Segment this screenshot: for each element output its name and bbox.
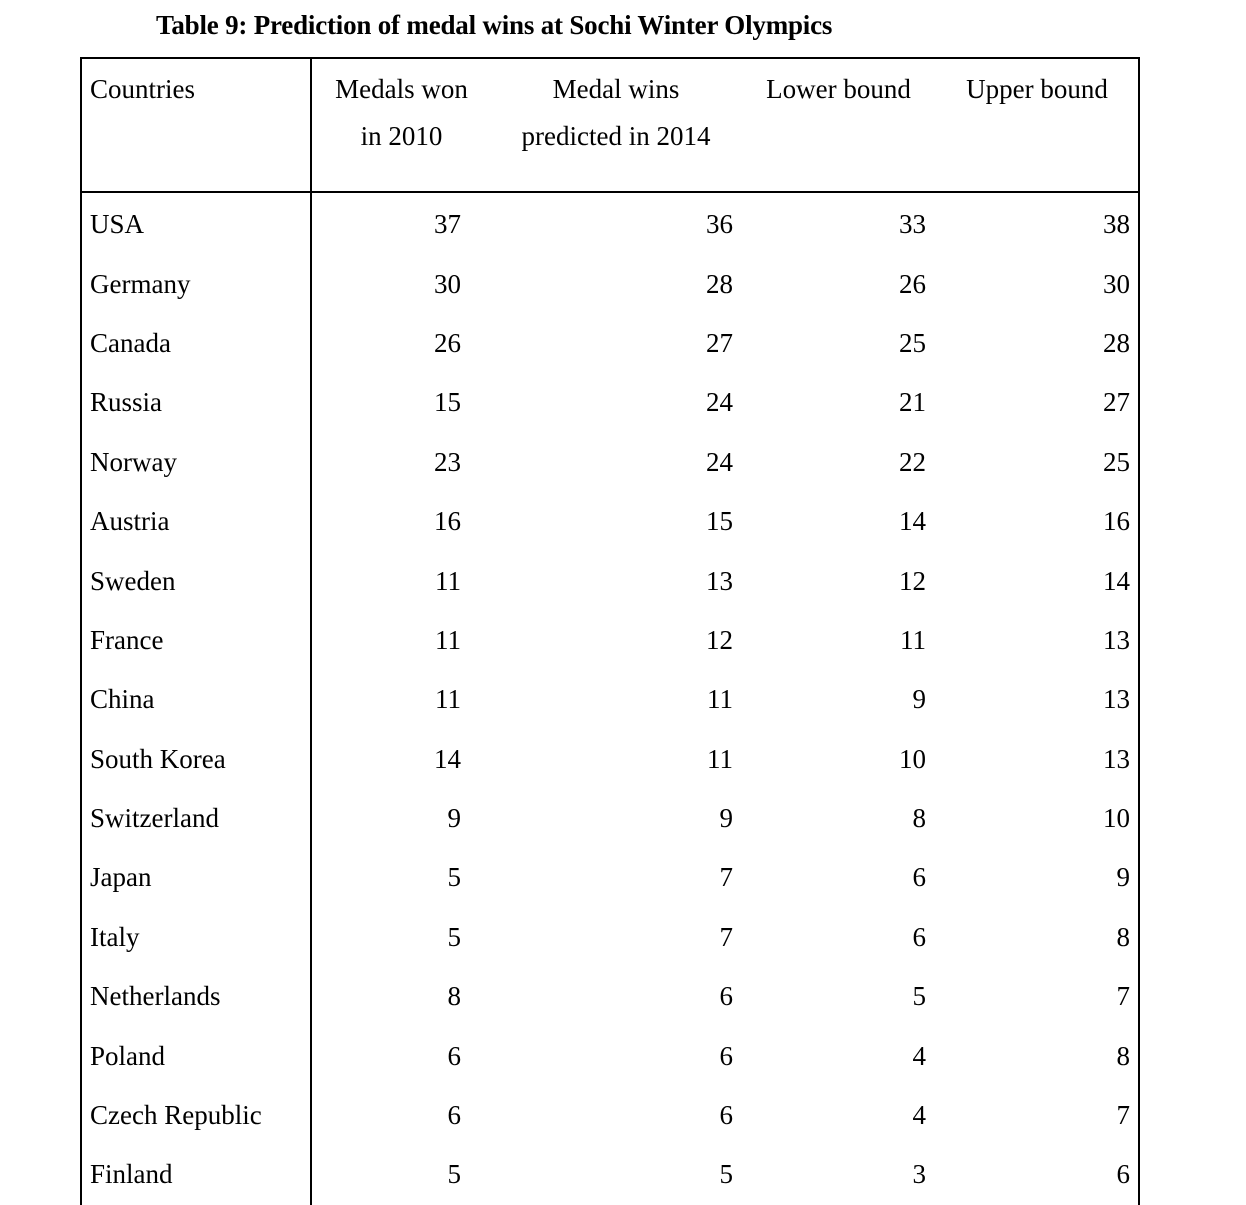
medals-won-2010-cell: 9	[447, 803, 461, 834]
header-lower-bound	[741, 58, 936, 192]
predicted-2014-cell: 6	[719, 981, 733, 1012]
table-row	[81, 730, 1139, 789]
header-row	[81, 58, 1139, 192]
table-row	[81, 670, 1139, 729]
table-body	[81, 192, 1139, 1205]
lower-bound-cell: 26	[899, 268, 926, 299]
header-medals-won-line2: in 2010	[360, 121, 443, 151]
header-countries-label: Countries	[90, 74, 195, 104]
table-row	[81, 967, 1139, 1026]
country-cell: Finland	[81, 1145, 311, 1204]
country-cell: Norway	[81, 433, 311, 492]
medals-won-2010-cell: 6	[447, 1100, 461, 1131]
medals-won-2010-cell: 5	[447, 921, 461, 952]
medals-won-2010-cell: 6	[447, 1040, 461, 1071]
medals-won-2010-cell: 26	[434, 327, 461, 358]
country-cell: Netherlands	[81, 967, 311, 1026]
medals-won-2010-cell: 11	[435, 684, 461, 715]
lower-bound-cell: 8	[912, 803, 926, 834]
upper-bound-cell: 14	[936, 551, 1139, 610]
table-row	[81, 492, 1139, 551]
predicted-2014-cell: 24	[706, 446, 733, 477]
predicted-2014-cell: 27	[706, 327, 733, 358]
country-cell: Czech Republic	[81, 1086, 311, 1145]
table-row	[81, 1145, 1139, 1204]
upper-bound-cell: 13	[936, 611, 1139, 670]
header-upper-bound	[936, 58, 1139, 192]
lower-bound-cell: 25	[899, 327, 926, 358]
country-cell: Italy	[81, 908, 311, 967]
predicted-2014-cell: 6	[719, 1040, 733, 1071]
header-predicted-2014	[491, 58, 741, 192]
medals-won-2010-cell: 5	[447, 862, 461, 893]
upper-bound-cell: 25	[936, 433, 1139, 492]
upper-bound-cell: 16	[936, 492, 1139, 551]
medals-won-2010-cell: 37	[434, 209, 461, 240]
predicted-2014-cell: 5	[719, 1159, 733, 1190]
table-caption: Table 9: Prediction of medal wins at Sochi Winter Olympics	[156, 10, 833, 40]
predicted-2014-cell: 15	[706, 506, 733, 537]
lower-bound-cell: 4	[912, 1100, 926, 1131]
predicted-2014-cell: 24	[706, 387, 733, 418]
table-row	[81, 789, 1139, 848]
lower-bound-cell: 6	[912, 862, 926, 893]
upper-bound-cell: 9	[936, 848, 1139, 907]
upper-bound-cell: 7	[936, 967, 1139, 1026]
table-header	[81, 58, 1139, 192]
table-row	[81, 192, 1139, 254]
lower-bound-cell: 9	[912, 684, 926, 715]
table-row	[81, 314, 1139, 373]
lower-bound-cell: 6	[912, 921, 926, 952]
upper-bound-cell: 10	[936, 789, 1139, 848]
country-cell: Japan	[81, 848, 311, 907]
lower-bound-cell: 11	[900, 624, 926, 655]
medal-prediction-table	[80, 57, 1140, 1205]
lower-bound-cell: 22	[899, 446, 926, 477]
header-lower-label: Lower bound	[766, 74, 911, 104]
medals-won-2010-cell: 16	[434, 506, 461, 537]
upper-bound-cell: 7	[936, 1086, 1139, 1145]
table-row	[81, 373, 1139, 432]
country-cell: Austria	[81, 492, 311, 551]
predicted-2014-cell: 36	[706, 209, 733, 240]
medals-won-2010-cell: 14	[434, 743, 461, 774]
lower-bound-cell: 3	[912, 1159, 926, 1190]
country-cell: Sweden	[81, 551, 311, 610]
country-cell: Canada	[81, 314, 311, 373]
country-cell: Germany	[81, 254, 311, 313]
lower-bound-cell: 4	[912, 1040, 926, 1071]
lower-bound-cell: 21	[899, 387, 926, 418]
medals-won-2010-cell: 11	[435, 565, 461, 596]
predicted-2014-cell: 28	[706, 268, 733, 299]
upper-bound-cell: 13	[936, 730, 1139, 789]
table-row	[81, 848, 1139, 907]
header-predicted-line1: Medal wins	[552, 74, 680, 104]
medals-won-2010-cell: 30	[434, 268, 461, 299]
predicted-2014-cell: 11	[707, 684, 733, 715]
header-countries	[81, 58, 311, 192]
medals-won-2010-cell: 23	[434, 446, 461, 477]
predicted-2014-cell: 13	[706, 565, 733, 596]
header-upper-label: Upper bound	[966, 74, 1108, 104]
medals-won-2010-cell: 15	[434, 387, 461, 418]
table-row	[81, 433, 1139, 492]
table-row	[81, 611, 1139, 670]
lower-bound-cell: 12	[899, 565, 926, 596]
upper-bound-cell: 30	[936, 254, 1139, 313]
lower-bound-cell: 5	[912, 981, 926, 1012]
upper-bound-cell: 8	[936, 908, 1139, 967]
table-row	[81, 1026, 1139, 1085]
country-cell: South Korea	[81, 730, 311, 789]
upper-bound-cell: 8	[936, 1026, 1139, 1085]
upper-bound-cell: 6	[936, 1145, 1139, 1204]
predicted-2014-cell: 11	[707, 743, 733, 774]
table-row	[81, 551, 1139, 610]
medals-won-2010-cell: 8	[447, 981, 461, 1012]
lower-bound-cell: 14	[899, 506, 926, 537]
header-predicted-line2: predicted in 2014	[521, 121, 711, 151]
country-cell: China	[81, 670, 311, 729]
predicted-2014-cell: 12	[706, 624, 733, 655]
medals-won-2010-cell: 11	[435, 624, 461, 655]
country-cell: Switzerland	[81, 789, 311, 848]
medals-won-2010-cell: 5	[447, 1159, 461, 1190]
header-medals-won-2010	[311, 58, 491, 192]
predicted-2014-cell: 7	[719, 862, 733, 893]
table-row	[81, 254, 1139, 313]
predicted-2014-cell: 6	[719, 1100, 733, 1131]
upper-bound-cell: 38	[936, 192, 1139, 254]
predicted-2014-cell: 7	[719, 921, 733, 952]
upper-bound-cell: 27	[936, 373, 1139, 432]
lower-bound-cell: 10	[899, 743, 926, 774]
upper-bound-cell: 13	[936, 670, 1139, 729]
country-cell: Poland	[81, 1026, 311, 1085]
upper-bound-cell: 28	[936, 314, 1139, 373]
predicted-2014-cell: 9	[719, 803, 733, 834]
header-medals-won-line1: Medals won	[335, 74, 468, 104]
country-cell: Russia	[81, 373, 311, 432]
table-row	[81, 908, 1139, 967]
country-cell: USA	[81, 192, 311, 254]
country-cell: France	[81, 611, 311, 670]
lower-bound-cell: 33	[899, 209, 926, 240]
table-row	[81, 1086, 1139, 1145]
